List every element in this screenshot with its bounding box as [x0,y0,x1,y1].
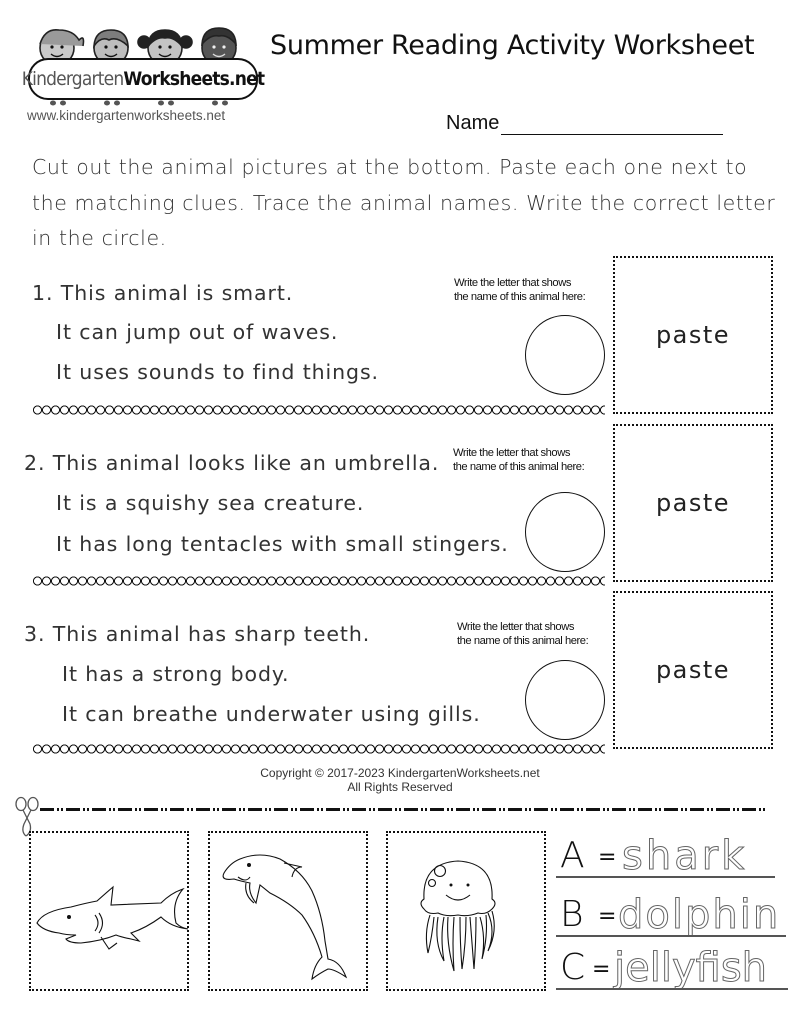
trace-word[interactable]: dolphin [618,892,781,938]
question-1-answer-circle[interactable] [525,315,605,395]
dolphin-icon [210,833,370,993]
question-number: 3. [24,622,46,646]
question-3-clue-1: 3. This animal has sharp teeth. [24,622,371,646]
question-3-answer-circle[interactable] [525,660,605,740]
question-2-clue-3: It has long tentacles with small stingers. [56,532,509,556]
question-3-clue-2: It has a strong body. [62,662,290,686]
answer-row-b [556,885,786,937]
answer-row-a [556,826,775,878]
writing-line [556,988,788,990]
question-2-answer-circle[interactable] [525,492,605,572]
trace-word[interactable]: shark [622,833,748,879]
cut-line [40,808,767,811]
name-label: Name [446,112,500,134]
site-url: www.kindergartenworksheets.net [27,108,226,123]
logo-text-left: Kindergarten [21,68,124,90]
name-field[interactable] [446,112,723,135]
trace-word[interactable]: jellyfish [614,945,768,991]
cutout-shark[interactable] [29,831,189,991]
question-number: 1. [32,281,54,305]
question-2-clue-1: 2. This animal looks like an umbrella. [24,451,440,475]
page-title: Summer Reading Activity Worksheet [270,30,755,61]
answer-letter: B [560,894,584,935]
question-1-clue-3: It uses sounds to find things. [56,360,379,384]
question-1-clue-1: 1. This animal is smart. [32,281,294,305]
answer-row-c [556,938,788,990]
question-1-clue-2: It can jump out of waves. [56,320,339,344]
question-3-paste-box[interactable]: paste [613,591,773,749]
question-1-paste-box[interactable]: paste [613,256,773,414]
loop-divider [33,404,605,416]
cutout-dolphin[interactable] [208,831,368,991]
copyright: Copyright © 2017-2023 KindergartenWorksheets.net All Rights Reserved [260,766,540,794]
writing-line [556,876,775,878]
equals-sign: = [592,957,611,982]
question-1-hint: Write the letter that shows the name of this animal here: [454,277,586,303]
answer-letter: A [560,835,585,876]
cutout-jellyfish[interactable] [386,831,546,991]
equals-sign: = [598,904,617,929]
shark-icon [31,833,191,993]
jellyfish-icon [388,833,548,993]
instructions: Cut out the animal pictures at the bottom. Paste each one next to the matching clues. Trace the animal names. Write the correct letter in the circle. [32,155,776,250]
question-3-clue-3: It can breathe underwater using gills. [62,702,481,726]
question-number: 2. [24,451,46,475]
question-2-clue-2: It is a squishy sea creature. [56,491,365,515]
logo-banner [21,58,265,100]
writing-line [556,935,786,937]
question-2-paste-box[interactable]: paste [613,424,773,582]
answer-letter: C [560,947,586,988]
loop-divider [33,743,605,755]
name-blank-line[interactable] [501,114,723,135]
question-3-hint: Write the letter that shows the name of this animal here: [457,621,589,647]
loop-divider [33,575,605,587]
question-2-hint: Write the letter that shows the name of this animal here: [453,447,585,473]
logo-text-right: Worksheets.net [123,68,265,90]
site-logo [21,14,265,109]
equals-sign: = [598,845,617,870]
